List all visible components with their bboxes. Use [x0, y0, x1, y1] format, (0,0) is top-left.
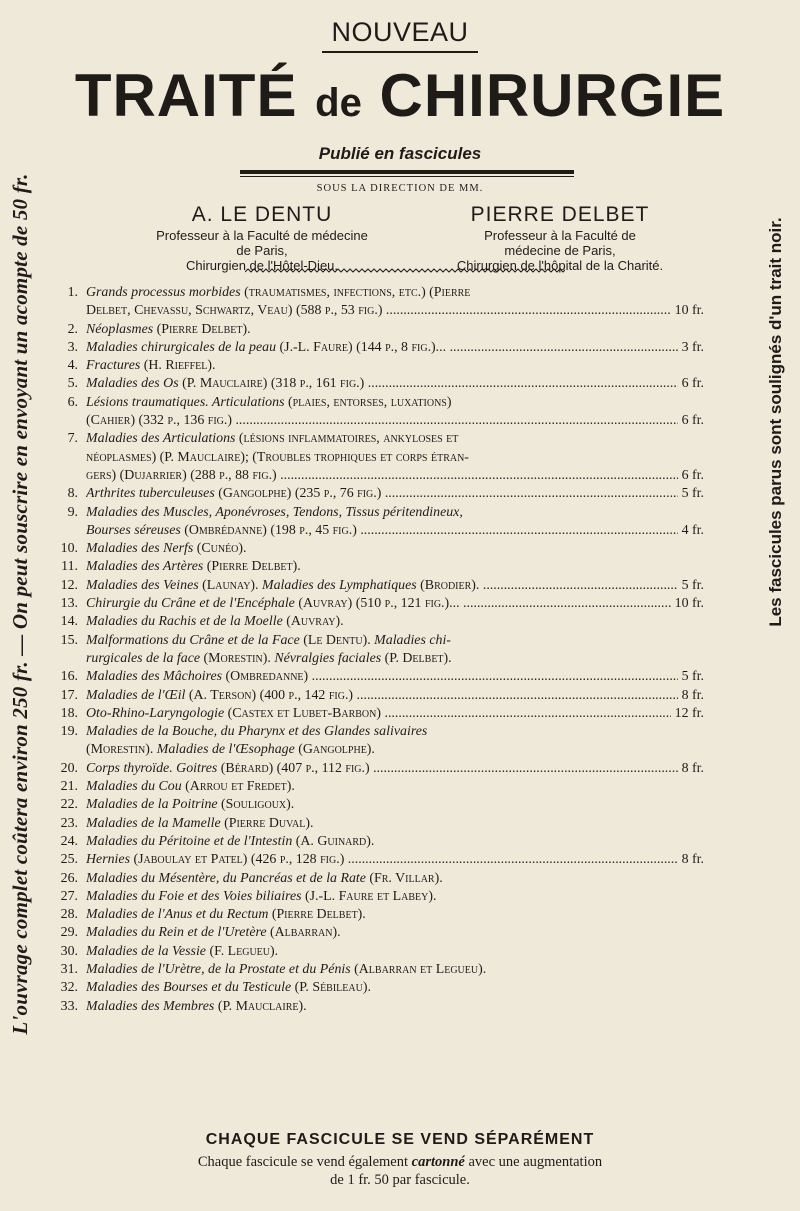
fascicule-title: Malformations du Crâne et de la Face [86, 632, 300, 648]
fascicule-price: 12 fr. [671, 705, 704, 723]
fascicule-authors: (traumatismes, infections, etc.) (Pierre [240, 285, 471, 300]
fascicule-authors: (Fr. Villar). [365, 870, 443, 886]
fascicule-item [58, 961, 704, 979]
fascicule-number: 26. [60, 870, 78, 886]
fascicule-title: Maladies chirurgicales de la peau [86, 339, 277, 355]
author-line: Professeur à la Faculté de médecine [156, 228, 368, 243]
fascicule-text [86, 540, 704, 558]
fascicule-authors: (lésions inflammatoires, ankyloses et [235, 431, 459, 447]
fascicule-text [86, 888, 704, 906]
fascicule-authors: (Ombrédanne) (198 p., 45 fig.) [180, 522, 357, 538]
fascicule-title: Maladies des Os [86, 376, 179, 392]
fascicule-authors: (Gangolphe) (235 p., 76 fig.) [214, 486, 382, 502]
fascicule-authors: (Cahier) (332 p., 136 fig.) [86, 413, 232, 429]
fascicule-title: Oto-Rhino-Laryngologie [86, 705, 225, 721]
fascicule-line [58, 668, 704, 686]
fascicule-title: Fractures [86, 358, 141, 374]
fascicule-authors: (J.-L. Faure) (144 p., 8 fig.)... [276, 339, 447, 355]
title-part-traite: TRAITÉ [74, 62, 298, 129]
fascicule-title: Maladies des Nerfs [86, 541, 194, 557]
fascicule-title: Maladies des Mâchoires [86, 669, 223, 685]
fascicule-title: Névralgies faciales [274, 650, 382, 666]
fascicule-text [86, 943, 704, 961]
fascicule-item [58, 504, 704, 541]
kicker-rule [322, 51, 478, 53]
author-line: Professeur à la Faculté de [484, 228, 636, 243]
fascicule-authors: (H. Rieffel). [140, 358, 216, 374]
fascicule-line [58, 321, 704, 339]
fascicule-line [58, 851, 704, 869]
fascicule-authors: Delbet, Chevassu, Schwartz, Veau) (588 p., 53 fig.) [86, 303, 383, 319]
fascicule-authors: (Cunéo). [193, 541, 247, 557]
author-line: de Paris, [236, 243, 288, 258]
fascicule-item [58, 375, 704, 393]
fascicule-authors: (Albarran). [266, 925, 341, 941]
fascicule-line [58, 632, 704, 650]
fascicule-title: Néoplasmes [86, 321, 154, 337]
fascicule-line [58, 558, 704, 576]
side-note-right: Les fascicules parus sont soulignés d'un trait noir. [766, 217, 785, 627]
fascicule-text [86, 339, 704, 357]
fascicule-title: rurgicales de la face [86, 650, 201, 666]
fascicule-line [58, 375, 704, 393]
fascicule-line [58, 760, 704, 778]
fascicule-number: 19. [60, 724, 78, 740]
fascicule-item [58, 687, 704, 705]
kicker: NOUVEAU [331, 17, 469, 47]
fascicule-text [86, 613, 704, 631]
fascicule-item [58, 778, 704, 796]
fascicule-line [58, 467, 704, 485]
fascicule-number: 12. [60, 577, 78, 593]
footer-heading: CHAQUE FASCICULE SE VEND SÉPARÉMENT [205, 1131, 595, 1148]
fascicule-line [58, 687, 704, 705]
fascicule-text [86, 833, 704, 851]
fascicule-item [58, 796, 704, 814]
fascicule-line [58, 613, 704, 631]
fascicule-title: Maladies de la Poitrine [86, 797, 218, 813]
fascicule-number: 11. [61, 559, 78, 575]
fascicule-item [58, 760, 704, 778]
fascicule-authors: (Morestin). [200, 650, 275, 666]
fascicule-number: 7. [67, 431, 78, 447]
author-block-delbet [410, 202, 710, 273]
fascicule-title: Corps thyroïde. Goitres [86, 760, 218, 776]
fascicule-authors: (Ombredanne) [222, 669, 309, 685]
fascicule-line [58, 595, 704, 613]
fascicule-number: 27. [60, 888, 78, 904]
fascicule-title: Maladies des Articulations [86, 431, 236, 447]
fascicule-line [58, 778, 704, 796]
fascicule-line [58, 504, 704, 522]
fascicule-number: 14. [60, 614, 78, 630]
fascicule-text [86, 284, 704, 302]
fascicule-line [58, 540, 704, 558]
fascicule-text [86, 668, 704, 686]
fascicule-title: Maladies du Rein et de l'Uretère [86, 925, 267, 941]
fascicule-line [58, 284, 704, 302]
fascicule-authors: (plaies, entorses, luxations) [284, 394, 452, 410]
fascicule-number: 15. [60, 632, 78, 648]
fascicule-line [58, 430, 704, 448]
fascicule-title: Grands processus morbides [86, 285, 241, 300]
fascicule-number: 20. [60, 760, 78, 776]
fascicule-text [86, 741, 704, 759]
fascicule-title: Maladies chi- [374, 632, 451, 648]
direction-line: SOUS LA DIRECTION DE MM. [316, 183, 484, 194]
fascicule-line [58, 412, 704, 430]
fascicule-line [58, 943, 704, 961]
fascicule-authors: (A. Terson) (400 p., 142 fig.) [185, 687, 354, 703]
fascicule-number: 17. [60, 687, 78, 703]
fascicule-title: Maladies des Lymphatiques [262, 577, 417, 593]
fascicule-text [86, 815, 704, 833]
fascicule-authors: (Pierre Duval). [220, 815, 314, 831]
fascicule-number: 30. [60, 943, 78, 959]
fascicule-authors: (Le Dentu). [299, 632, 375, 648]
fascicule-price: 5 fr. [678, 668, 704, 686]
fascicule-title: Chirurgie du Crâne et de l'Encéphale [86, 596, 295, 612]
fascicule-item [58, 430, 704, 485]
fascicule-authors: (Castex et Lubet-Barbon) [224, 705, 381, 721]
fascicule-authors: (Brodier). [416, 577, 480, 593]
fascicule-number: 33. [60, 998, 78, 1014]
fascicule-title: Maladies du Péritoine et de l'Intestin [86, 833, 293, 849]
fascicule-authors: (Albarran et Legueu). [350, 961, 487, 977]
fascicule-authors: (Jaboulay et Patel) (426 p., 128 fig.) [129, 852, 345, 868]
fascicule-number: 29. [60, 925, 78, 941]
fascicule-text [86, 796, 704, 814]
fascicule-number: 22. [60, 797, 78, 813]
fascicule-text [86, 302, 704, 320]
fascicule-line [58, 485, 704, 503]
fascicule-title: Maladies de la Bouche, du Pharynx et des Glandes salivaires [86, 724, 428, 740]
fascicule-line [58, 979, 704, 997]
fascicule-title: Lésions traumatiques. Articulations [86, 394, 285, 410]
author-line: Chirurgien de l'Hôtel-Dieu. [185, 258, 339, 273]
fascicule-number: 6. [67, 394, 78, 410]
fascicule-price: 6 fr. [678, 412, 704, 430]
fascicule-text [86, 632, 704, 650]
fascicule-authors: (Pierre Delbet). [153, 321, 251, 337]
author-line: Chirurgien de l'hôpital de la Charité. [456, 258, 664, 273]
fascicule-title: Maladies des Membres [86, 998, 215, 1014]
fascicule-item [58, 357, 704, 375]
fascicule-item [58, 540, 704, 558]
fascicule-text [86, 687, 704, 705]
fascicule-line [58, 449, 704, 467]
fascicule-text [86, 357, 704, 375]
fascicule-line [58, 961, 704, 979]
footer-line-2: de 1 fr. 50 par fascicule. [330, 1172, 470, 1188]
divider-thick [240, 170, 574, 174]
fascicule-text [86, 430, 704, 448]
fascicule-title: Maladies de la Mamelle [86, 815, 221, 831]
fascicule-item [58, 577, 704, 595]
fascicule-price: 8 fr. [678, 687, 704, 705]
fascicule-line [58, 339, 704, 357]
wavy-divider [245, 268, 565, 276]
footer-text: avec une augmentation [464, 1154, 603, 1170]
fascicule-price: 3 fr. [678, 339, 704, 357]
fascicule-item [58, 613, 704, 631]
fascicule-text [86, 961, 704, 979]
fascicule-title: Maladies du Rachis et de la Moelle [86, 614, 283, 630]
fascicule-text [86, 650, 704, 668]
fascicule-item [58, 339, 704, 357]
fascicule-title: Maladies du Foie et des Voies biliaires [86, 888, 302, 904]
fascicule-line [58, 522, 704, 540]
fascicule-authors: (Pierre Delbet). [268, 907, 366, 923]
fascicule-price: 8 fr. [678, 851, 704, 869]
fascicule-authors: (Souligoux). [217, 797, 295, 813]
fascicule-text [86, 723, 704, 741]
fascicule-line [58, 924, 704, 942]
fascicule-authors: (Bérard) (407 p., 112 fig.) [217, 760, 370, 776]
fascicule-line [58, 796, 704, 814]
fascicule-authors: (Gangolphe). [294, 742, 375, 758]
author-name: PIERRE DELBET [470, 203, 650, 226]
author-line: médecine de Paris, [504, 243, 616, 258]
fascicule-line [58, 650, 704, 668]
fascicule-line [58, 998, 704, 1016]
side-note-left: L'ouvrage complet coûtera environ 250 fr. — On peut souscrire en envoyant un acompte de 50 fr. [8, 173, 32, 1035]
fascicule-number: 1. [67, 285, 78, 300]
fascicule-number: 9. [67, 504, 78, 520]
fascicule-item [58, 284, 704, 321]
fascicule-line [58, 394, 704, 412]
fascicule-item [58, 723, 704, 760]
fascicule-line [58, 302, 704, 320]
fascicule-item [58, 870, 704, 888]
fascicule-item [58, 924, 704, 942]
fascicule-price: 6 fr. [678, 467, 704, 485]
fascicule-authors: (A. Guinard). [292, 833, 375, 849]
fascicule-authors: néoplasmes) (P. Mauclaire); (Troubles trophiques et corps étran- [86, 449, 469, 465]
fascicule-price: 5 fr. [678, 485, 704, 503]
fascicule-number: 24. [60, 833, 78, 849]
fascicule-text [86, 760, 704, 778]
fascicule-title: Maladies de l'Œsophage [156, 742, 295, 758]
fascicule-line [58, 577, 704, 595]
fascicule-authors: (F. Legueu). [205, 943, 279, 959]
fascicule-title: Maladies de la Vessie [86, 943, 206, 959]
subtitle: Publié en fascicules [318, 144, 482, 163]
fascicule-number: 10. [60, 541, 78, 557]
fascicule-number: 13. [60, 596, 78, 612]
fascicule-authors: (Launay). [198, 577, 263, 593]
fascicule-text [86, 394, 704, 412]
fascicule-text [86, 998, 704, 1016]
fascicule-authors: (J.-L. Faure et Labey). [301, 888, 437, 904]
fascicule-number: 16. [60, 669, 78, 685]
fascicule-authors: (Morestin). [86, 742, 157, 758]
fascicule-item [58, 632, 704, 669]
fascicule-item [58, 851, 704, 869]
fascicule-item [58, 815, 704, 833]
fascicule-item [58, 705, 704, 723]
fascicule-number: 4. [67, 358, 78, 374]
fascicule-number: 31. [60, 961, 78, 977]
fascicule-line [58, 833, 704, 851]
fascicule-authors: (Pierre Delbet). [203, 559, 301, 575]
fascicule-authors: (Auvray) (510 p., 121 fig.)... [294, 596, 460, 612]
fascicule-line [58, 870, 704, 888]
fascicule-text [86, 906, 704, 924]
fascicule-line [58, 705, 704, 723]
fascicule-list [58, 284, 704, 1016]
fascicule-item [58, 595, 704, 613]
fascicule-item [58, 979, 704, 997]
fascicule-price: 4 fr. [678, 522, 704, 540]
fascicule-item [58, 394, 704, 431]
fascicule-item [58, 906, 704, 924]
fascicule-number: 21. [60, 779, 78, 795]
fascicule-number: 25. [60, 852, 78, 868]
fascicule-price: 5 fr. [678, 577, 704, 595]
fascicule-text [86, 485, 704, 503]
title-part-chirurgie: CHIRURGIE [379, 62, 726, 129]
fascicule-number: 5. [67, 376, 78, 392]
fascicule-title: Arthrites tuberculeuses [86, 486, 215, 502]
fascicule-text [86, 705, 704, 723]
fascicule-number: 2. [67, 321, 78, 337]
title-part-de: de [315, 81, 362, 125]
fascicule-item [58, 888, 704, 906]
fascicule-line [58, 906, 704, 924]
fascicule-line [58, 741, 704, 759]
fascicule-number: 23. [60, 815, 78, 831]
author-name: A. LE DENTU [191, 203, 333, 226]
fascicule-text [86, 595, 704, 613]
fascicule-text [86, 522, 704, 540]
fascicule-item [58, 485, 704, 503]
fascicule-title: Maladies des Bourses et du Testicule [86, 980, 292, 996]
fascicule-number: 3. [67, 339, 78, 355]
fascicule-text [86, 778, 704, 796]
fascicule-text [86, 851, 704, 869]
fascicule-title: Maladies du Cou [86, 779, 182, 795]
fascicule-item [58, 833, 704, 851]
fascicule-title: Maladies des Veines [86, 577, 199, 593]
fascicule-text [86, 449, 704, 467]
fascicule-authors: (Arrou et Fredet). [181, 779, 295, 795]
fascicule-text [86, 467, 704, 485]
fascicule-item [58, 558, 704, 576]
fascicule-title: Maladies des Muscles, Aponévroses, Tendons, Tissus péritendineux, [86, 504, 463, 520]
fascicule-title: Maladies de l'Œil [86, 687, 186, 703]
divider-thin [240, 176, 574, 177]
footer-emphasis: cartonné [411, 1154, 465, 1170]
fascicule-number: 32. [60, 980, 78, 996]
fascicule-authors: (P. Mauclaire). [214, 998, 307, 1014]
fascicule-text [86, 321, 704, 339]
page-title [0, 60, 800, 139]
fascicule-number: 18. [60, 705, 78, 721]
fascicule-title: Hernies [86, 852, 130, 868]
fascicule-text [86, 577, 704, 595]
fascicule-text [86, 375, 704, 393]
author-block-ledentu [112, 202, 412, 273]
fascicule-line [58, 815, 704, 833]
fascicule-text [86, 924, 704, 942]
fascicule-text [86, 558, 704, 576]
fascicule-authors: (Auvray). [282, 614, 344, 630]
fascicule-price: 10 fr. [671, 595, 704, 613]
fascicule-text [86, 504, 704, 522]
fascicule-title: Maladies du Mésentère, du Pancréas et de la Rate [86, 870, 366, 886]
fascicule-authors: (P. Mauclaire) (318 p., 161 fig.) [178, 376, 365, 392]
fascicule-text [86, 412, 704, 430]
fascicule-line [58, 357, 704, 375]
fascicule-number: 8. [67, 486, 78, 502]
fascicule-line [58, 888, 704, 906]
fascicule-authors: gers) (Dujarrier) (288 p., 88 fig.) [86, 467, 277, 483]
fascicule-item [58, 943, 704, 961]
fascicule-authors: (P. Delbet). [381, 650, 452, 666]
fascicule-item [58, 321, 704, 339]
fascicule-title: Maladies de l'Urètre, de la Prostate et du Pénis [86, 961, 351, 977]
fascicule-authors: (P. Sébileau). [291, 980, 371, 996]
fascicule-title: Bourses séreuses [86, 522, 181, 538]
fascicule-item [58, 668, 704, 686]
fascicule-number: 28. [60, 907, 78, 923]
fascicule-item [58, 998, 704, 1016]
fascicule-title: Maladies des Artères [86, 559, 204, 575]
fascicule-price: 8 fr. [678, 760, 704, 778]
fascicule-price: 6 fr. [678, 375, 704, 393]
footer-line-1 [0, 1154, 800, 1171]
fascicule-text [86, 870, 704, 888]
fascicule-title: Maladies de l'Anus et du Rectum [86, 907, 269, 923]
fascicule-text [86, 979, 704, 997]
footer-text: Chaque fascicule se vend également [197, 1154, 412, 1170]
fascicule-line [58, 723, 704, 741]
fascicule-price: 10 fr. [671, 302, 704, 320]
